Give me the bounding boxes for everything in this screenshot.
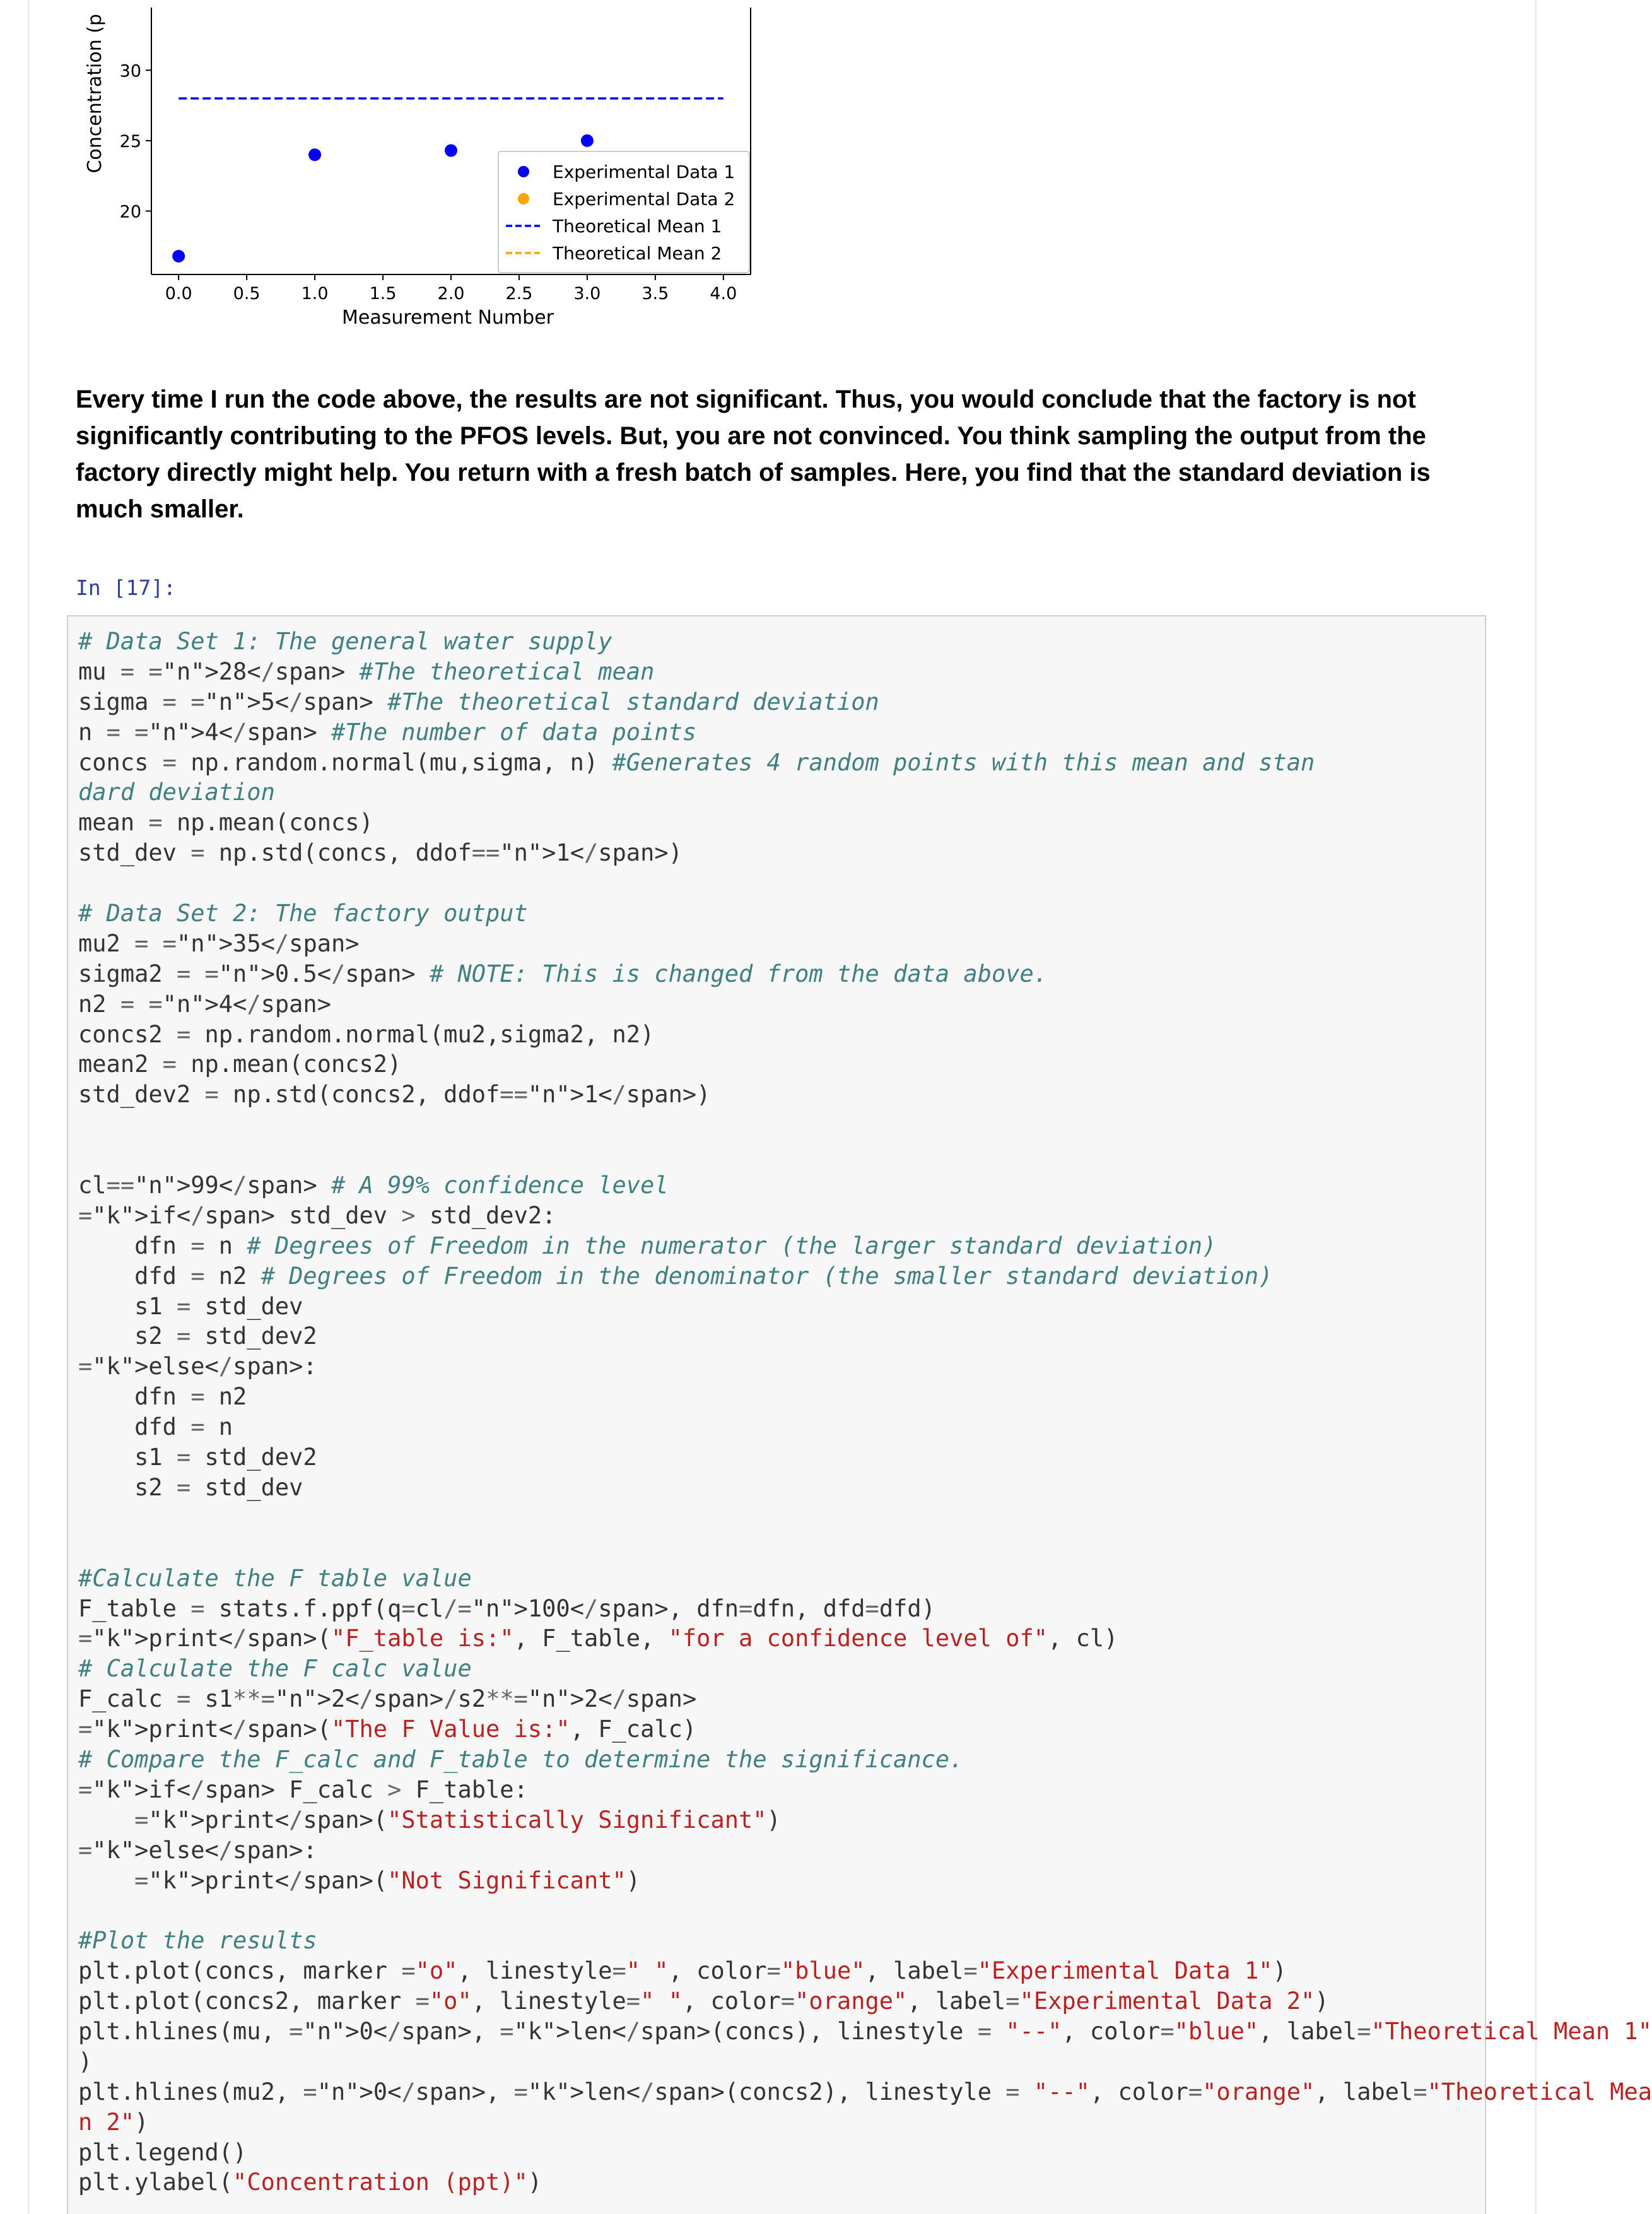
y-tick-label: 20 [119, 202, 141, 222]
input-prompt: In [17]: [76, 575, 176, 600]
code-line: s1 = std_dev [78, 1292, 303, 1320]
x-tick-label: 1.0 [301, 284, 329, 303]
code-line: n 2") [78, 2108, 149, 2136]
x-axis-label: Measurement Number [341, 307, 554, 329]
code-line: sigma = ="n">5</span> #The theoretical standard deviation [78, 688, 879, 715]
legend-label: Theoretical Mean 1 [553, 216, 722, 237]
code-line: #Calculate the F table value [78, 1564, 472, 1592]
markdown-paragraph: Every time I run the code above, the results are not significant. Thus, you would conclude that the factory is not significantly contributing to the PFOS levels. But, you are not convinced. You think sampling the output from the factory directly might help. You return with a fresh batch of samples. Here, you find that the standard deviation is much smaller. [76, 386, 1431, 523]
code-line [78, 1140, 1652, 1170]
code-line: s2 = std_dev2 [78, 1322, 317, 1350]
code-cell[interactable] [67, 615, 1652, 2214]
data-point [581, 134, 594, 147]
code-line: plt.plot(concs, marker ="o", linestyle=" ", color="blue", label="Experimental Data 1") [78, 1957, 1287, 1985]
legend-label: Experimental Data 1 [553, 162, 735, 182]
code-line: concs2 = np.random.normal(mu2,sigma2, n2) [78, 1020, 655, 1048]
x-tick-label: 2.5 [505, 284, 533, 303]
code-line: n2 = ="n">4</span> [78, 990, 331, 1018]
code-line: plt.hlines(mu2, ="n">0</span>, ="k">len</span>(concs2), linestyle = "--", color="orange", label="Theoretical Mea [78, 2078, 1652, 2105]
code-line: dfn = n # Degrees of Freedom in the numerator (the larger standard deviation) [78, 1232, 1217, 1259]
code-line: plt.legend() [78, 2138, 247, 2166]
code-line: dfd = n [78, 1413, 233, 1441]
code-line: plt.ylabel("Concentration (ppt)") [78, 2169, 542, 2196]
data-point [172, 250, 185, 262]
code-line: cl=="n">99</span> # A 99% confidence level [78, 1172, 669, 1199]
code-line: #Plot the results [78, 1927, 317, 1955]
code-line: ="k">if</span> std_dev > std_dev2: [78, 1201, 556, 1229]
x-tick-label: 0.5 [233, 284, 261, 303]
code-editor[interactable] [78, 627, 1652, 2198]
code-line: F_table = stats.f.ppf(q=cl/="n">100</span>, dfn=dfn, dfd=dfd) [78, 1594, 935, 1622]
code-line: ="k">print</span>("F_table is:", F_table, "for a confidence level of", cl) [78, 1625, 1118, 1652]
legend-marker [518, 193, 529, 204]
y-tick-label: 25 [119, 131, 141, 151]
code-line: F_calc = s1**="n">2</span>/s2**="n">2</span> [78, 1685, 697, 1713]
code-line [78, 1533, 1652, 1563]
code-line: n = ="n">4</span> #The number of data points [78, 718, 697, 746]
code-line: ="k">print</span>("The F Value is:", F_calc) [78, 1716, 697, 1743]
code-line: std_dev = np.std(concs, ddof=="n">1</span>) [78, 839, 682, 867]
code-line [78, 1503, 1652, 1533]
code-line: plt.hlines(mu, ="n">0</span>, ="k">len</span>(concs), linestyle = "--", color="blue", label="Theoretical Mean 1" [78, 2017, 1652, 2045]
legend-label: Experimental Data 2 [553, 189, 735, 209]
code-line: ="k">print</span>("Statistically Significant") [134, 1806, 781, 1834]
code-line: ="k">else</span>: [78, 1353, 317, 1381]
notebook-left-border [28, 0, 29, 2214]
code-line: s1 = std_dev2 [78, 1444, 317, 1471]
data-point [308, 148, 321, 161]
x-tick-label: 3.0 [573, 284, 601, 303]
x-tick-label: 2.0 [437, 284, 465, 303]
code-line: plt.plot(concs2, marker ="o", linestyle=" ", color="orange", label="Experimental Data 2") [78, 1987, 1329, 2015]
code-line: mean = np.mean(concs) [78, 809, 373, 837]
code-line: mu2 = ="n">35</span> [78, 929, 360, 957]
code-line: ="k">else</span>: [78, 1836, 317, 1864]
code-line: # Compare the F_calc and F_table to determine the significance. [78, 1745, 964, 1773]
x-tick-label: 3.5 [641, 284, 669, 303]
code-line: ) [78, 2047, 93, 2075]
code-line [78, 1895, 1652, 1926]
code-line: dard deviation [78, 779, 275, 806]
y-tick-label: 30 [119, 61, 141, 81]
x-tick-label: 4.0 [710, 284, 737, 303]
x-tick-label: 1.5 [369, 284, 397, 303]
code-lines [78, 627, 1652, 2198]
legend-marker [518, 166, 529, 177]
x-tick-label: 0.0 [165, 284, 192, 303]
code-line: concs = np.random.normal(mu,sigma, n) #Generates 4 random points with this mean and stan [78, 748, 1315, 776]
code-line: mu = ="n">28</span> #The theoretical mean [78, 657, 655, 685]
code-line: std_dev2 = np.std(concs2, ddof=="n">1</span>) [78, 1081, 711, 1109]
code-line: sigma2 = ="n">0.5</span> # NOTE: This is changed from the data above. [78, 960, 1048, 987]
code-line: dfn = n2 [78, 1383, 247, 1411]
output-chart [63, 0, 820, 353]
code-line [78, 1110, 1652, 1140]
y-axis-label: Concentration (p [84, 14, 106, 174]
code-line: dfd = n2 # Degrees of Freedom in the denominator (the smaller standard deviation) [78, 1262, 1273, 1290]
code-line: # Data Set 1: The general water supply [78, 628, 612, 655]
code-line: ="k">print</span>("Not Significant") [134, 1866, 641, 1894]
code-line: # Data Set 2: The factory output [78, 900, 528, 927]
code-line: ="k">if</span> F_calc > F_table: [78, 1775, 528, 1803]
code-line: # Calculate the F calc value [78, 1655, 472, 1683]
code-line: s2 = std_dev [78, 1473, 303, 1501]
data-point [445, 144, 457, 157]
legend-label: Theoretical Mean 2 [553, 243, 722, 264]
code-line [78, 868, 1652, 898]
code-line: mean2 = np.mean(concs2) [78, 1051, 402, 1078]
